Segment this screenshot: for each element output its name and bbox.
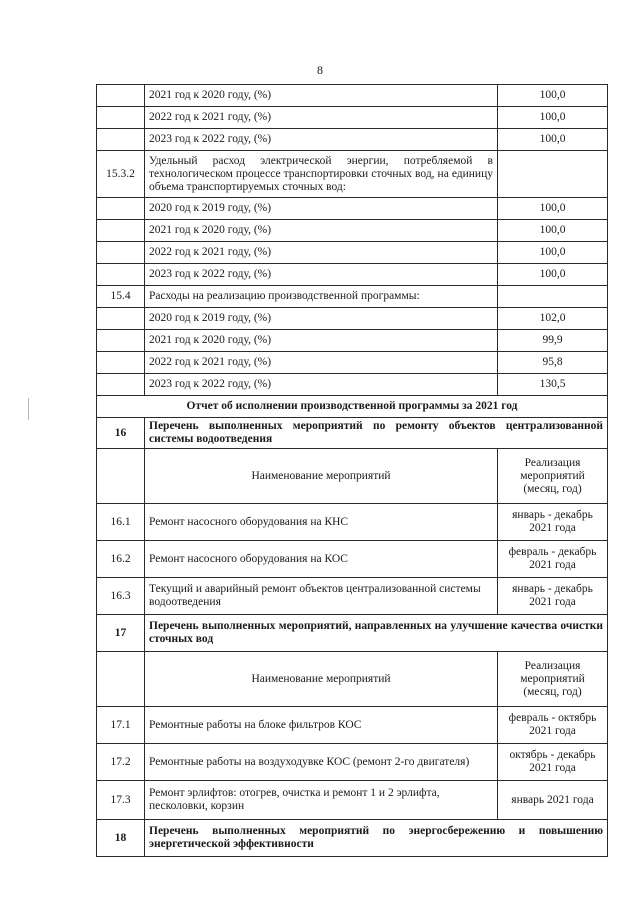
row-text: Ремонт насосного оборудования на КОС [145,541,498,578]
row-text: 2023 год к 2022 году, (%) [145,129,498,151]
table-row [97,504,608,541]
table-row [97,541,608,578]
row-number [97,198,145,220]
table-row [97,781,608,820]
section-header-row [97,615,608,652]
row-period: октябрь - декабрь 2021 года [498,744,608,781]
row-number: 16.2 [97,541,145,578]
row-text: 2021 год к 2020 году, (%) [145,85,498,107]
row-value: 100,0 [498,242,608,264]
row-text: 2022 год к 2021 году, (%) [145,352,498,374]
row-period: январь - декабрь 2021 года [498,504,608,541]
row-number: 17.1 [97,707,145,744]
report-title: Отчет об исполнении производственной программы за 2021 год [97,396,608,418]
row-value: 99,9 [498,330,608,352]
column-header-name: Наименование мероприятий [145,449,498,504]
row-text: Ремонт эрлифтов: отогрев, очистка и ремонт 1 и 2 эрлифта, песколовки, корзин [145,781,498,820]
empty-cell [97,449,145,504]
section-title: Перечень выполненных мероприятий, направленных на улучшение качества очистки сточных вод [145,615,608,652]
row-value [498,151,608,198]
table-row [97,198,608,220]
row-number [97,242,145,264]
row-text: Удельный расход электрической энергии, потребляемой в технологическом процессе транспортировки сточных вод, на единицу объема транспортируемых сточных вод: [145,151,498,198]
margin-mark [28,398,29,420]
row-number [97,129,145,151]
row-text: 2020 год к 2019 году, (%) [145,308,498,330]
row-number [97,264,145,286]
row-number: 15.4 [97,286,145,308]
row-text: 2022 год к 2021 году, (%) [145,107,498,129]
row-value: 100,0 [498,129,608,151]
table-row [97,264,608,286]
table-row [97,129,608,151]
row-number [97,220,145,242]
row-text: Расходы на реализацию производственной программы: [145,286,498,308]
table-row [97,220,608,242]
section-number: 16 [97,418,145,449]
table-row [97,107,608,129]
row-period: январь - декабрь 2021 года [498,578,608,615]
table-row [97,85,608,107]
row-period: январь 2021 года [498,781,608,820]
row-value: 100,0 [498,264,608,286]
table-row [97,374,608,396]
table-row [97,707,608,744]
table-row [97,744,608,781]
row-number [97,330,145,352]
empty-cell [97,652,145,707]
row-number [97,374,145,396]
row-value: 130,5 [498,374,608,396]
table-row [97,286,608,308]
row-text: 2021 год к 2020 году, (%) [145,330,498,352]
row-value: 100,0 [498,85,608,107]
row-number [97,352,145,374]
column-header-row [97,652,608,707]
row-number: 17.2 [97,744,145,781]
row-value: 100,0 [498,198,608,220]
row-period: февраль - декабрь 2021 года [498,541,608,578]
row-value: 100,0 [498,107,608,129]
section-header-row [97,418,608,449]
column-header-row [97,449,608,504]
row-text: Ремонт насосного оборудования на КНС [145,504,498,541]
row-number [97,85,145,107]
row-value: 102,0 [498,308,608,330]
row-text: 2020 год к 2019 году, (%) [145,198,498,220]
row-value: 100,0 [498,220,608,242]
row-value [498,286,608,308]
program-table [96,84,608,857]
table-row [97,352,608,374]
report-title-row [97,396,608,418]
row-number: 16.3 [97,578,145,615]
table-row [97,330,608,352]
row-text: 2022 год к 2021 году, (%) [145,242,498,264]
page-number: 8 [317,63,323,77]
row-text: 2021 год к 2020 году, (%) [145,220,498,242]
table-row [97,578,608,615]
row-number: 15.3.2 [97,151,145,198]
row-text: Ремонтные работы на блоке фильтров КОС [145,707,498,744]
column-header-period: Реализация мероприятий (месяц, год) [498,449,608,504]
row-text: Ремонтные работы на воздуходувке КОС (ремонт 2-го двигателя) [145,744,498,781]
row-number [97,308,145,330]
row-text: Текущий и аварийный ремонт объектов централизованной системы водоотведения [145,578,498,615]
column-header-name: Наименование мероприятий [145,652,498,707]
section-title: Перечень выполненных мероприятий по энергосбережению и повышению энергетической эффективности [145,820,608,857]
row-number: 17.3 [97,781,145,820]
row-text: 2023 год к 2022 году, (%) [145,264,498,286]
row-value: 95,8 [498,352,608,374]
section-header-row [97,820,608,857]
row-text: 2023 год к 2022 году, (%) [145,374,498,396]
table-row [97,308,608,330]
row-number [97,107,145,129]
column-header-period: Реализация мероприятий (месяц, год) [498,652,608,707]
row-number: 16.1 [97,504,145,541]
table-row [97,151,608,198]
row-period: февраль - октябрь 2021 года [498,707,608,744]
section-title: Перечень выполненных мероприятий по ремонту объектов централизованной системы водоотведения [145,418,608,449]
section-number: 17 [97,615,145,652]
section-number: 18 [97,820,145,857]
table-row [97,242,608,264]
